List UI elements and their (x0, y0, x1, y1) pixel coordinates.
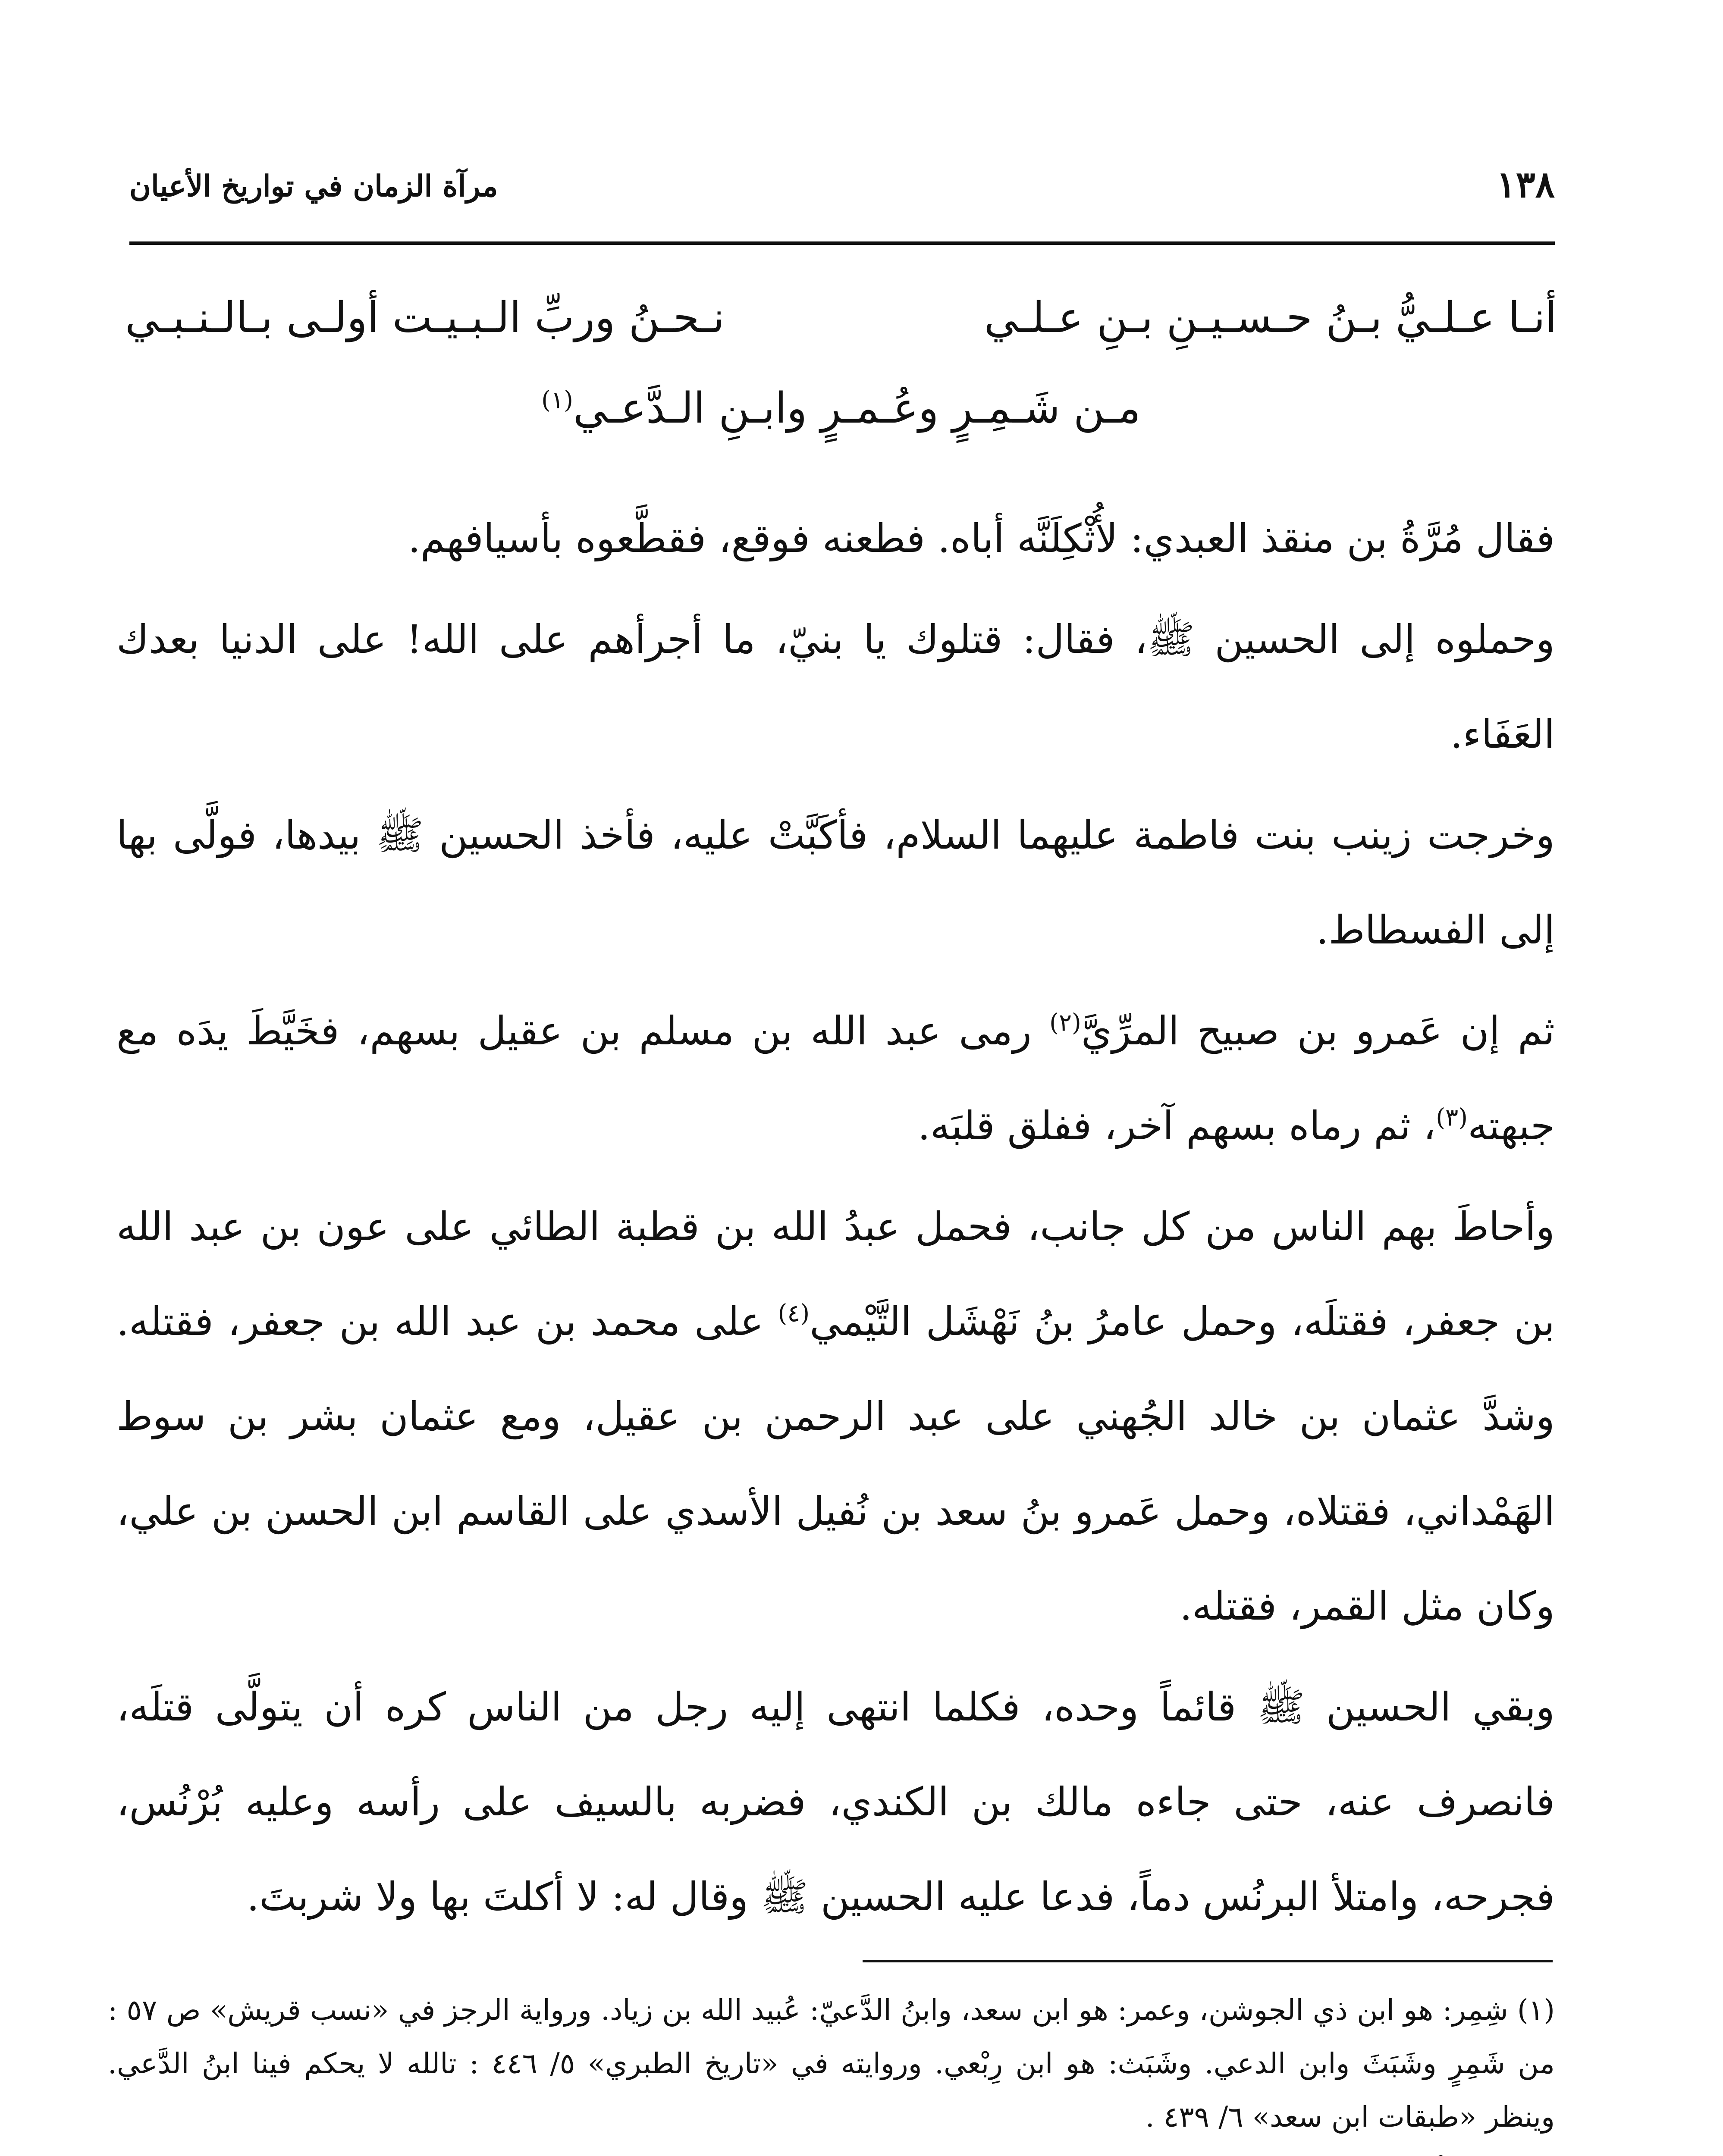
paragraph-5 (116, 1180, 1555, 1654)
footnotes (108, 1984, 1555, 2156)
paragraph-5-text-b: على محمد بن عبد الله بن جعفر، فقتله. وشدَّ عثمان بن خالد الجُهني على عبد الرحمن بن عقيل، ومع عثمان بشر بن سوط الهَمْداني، فقتلاه، وحمل عَمرو بنُ سعد بن نُفيل الأسدي على القاسم ابن الحسن بن علي، وكان مثل القمر، فقتله. (116, 1299, 1555, 1629)
page-number: ١٣٨ (1496, 163, 1555, 206)
body-text (116, 492, 1555, 1951)
poem-hemistich-2: نـحـنُ وربِّ الـبـيـت أولـى بـالـنـبـي (125, 293, 725, 342)
running-title: مرآة الزمان في تواريخ الأعيان (129, 169, 498, 204)
paragraph-4-text-a: ثم إن عَمرو بن صبيح المرِّيَّ (1081, 1009, 1555, 1054)
poem-verse (125, 276, 1557, 457)
paragraph-2: وحملوه إلى الحسين ﷺ، فقال: قتلوك يا بنيّ، ما أجرأهم على الله! على الدنيا بعدك العَفَاء. (116, 617, 1555, 757)
poem-hemistich-3 (541, 384, 1141, 433)
paragraph-6: وبقي الحسين ﷺ قائماً وحده، فكلما انتهى إليه رجل من الناس كره أن يتولَّى قتلَه، فانصرف عنه، حتى جاءه مالك بن الكندي، فضربه بالسيف على رأسه وعليه بُرْنُس، فجرحه، وامتلأ البرنُس دماً، فدعا عليه الحسين ﷺ وقال له: لا أكلتَ بها ولا شربتَ. (116, 1685, 1555, 1920)
poem-hemistich-1: أنـا عـلـيُّ بـنُ حـسـيـنِ بـنِ عـلـي (984, 293, 1557, 342)
paragraph-5-text-a: وأحاطَ بهم الناس من كل جانب، فحمل عبدُ الله بن قطبة الطائي على عون بن عبد الله بن جعفر، فقتلَه، وحمل عامرُ بنُ نَهْشَل التَّيْمي (116, 1204, 1555, 1344)
poem-hemistich-3-text: مـن شَـمِـرٍ وعُـمـرٍ وابـنِ الـدَّعـي (573, 384, 1141, 433)
footnote-ref-3[interactable]: (٣) (1436, 1103, 1468, 1132)
paragraph-3: وخرجت زينب بنت فاطمة عليهما السلام، فأكَبَّتْ عليه، فأخذ الحسين ﷺ بيدها، فولَّى بها إلى الفسطاط. (116, 813, 1555, 953)
footnote-ref-1[interactable]: (١) (541, 386, 573, 414)
footnote-separator (863, 1960, 1553, 1962)
running-head (129, 163, 1555, 215)
footnote-ref-4[interactable]: (٤) (778, 1299, 810, 1328)
footnote-ref-2[interactable]: (٢) (1049, 1009, 1081, 1037)
header-rule (129, 241, 1555, 245)
paragraph-4-text-b: رمى عبد الله بن مسلم بن عقيل بسهم، فخَيَّطَ يدَه مع جبهته (116, 1009, 1555, 1149)
paragraph-4-text-c: ، ثم رماه بسهم آخر، ففلق قلبَه. (917, 1103, 1436, 1149)
paragraph-1: فقال مُرَّةُ بن منقذ العبدي: لأُثْكِلَنَّه أباه. فطعنه فوقع، فقطَّعوه بأسيافهم. (408, 516, 1555, 561)
paragraph-4 (116, 984, 1555, 1174)
footnote-1: (١) شِمِر: هو ابن ذي الجوشن، وعمر: هو ابن سعد، وابنُ الدَّعيّ: عُبيد الله بن زياد. ورواية الرجز في «نسب قريش» ص ٥٧ : من شَمِرٍ وشَبَثَ وابن الدعي. وشَبَث: هو ابن رِبْعي. وروايته في «تاريخ الطبري» ٥/ ٤٤٦ : تالله لا يحكم فينا ابنُ الدَّعي. وينظر «طبقات ابن سعد» ٦/ ٤٣٩ . (108, 1993, 1555, 2134)
footnote-2 (108, 2147, 1555, 2156)
